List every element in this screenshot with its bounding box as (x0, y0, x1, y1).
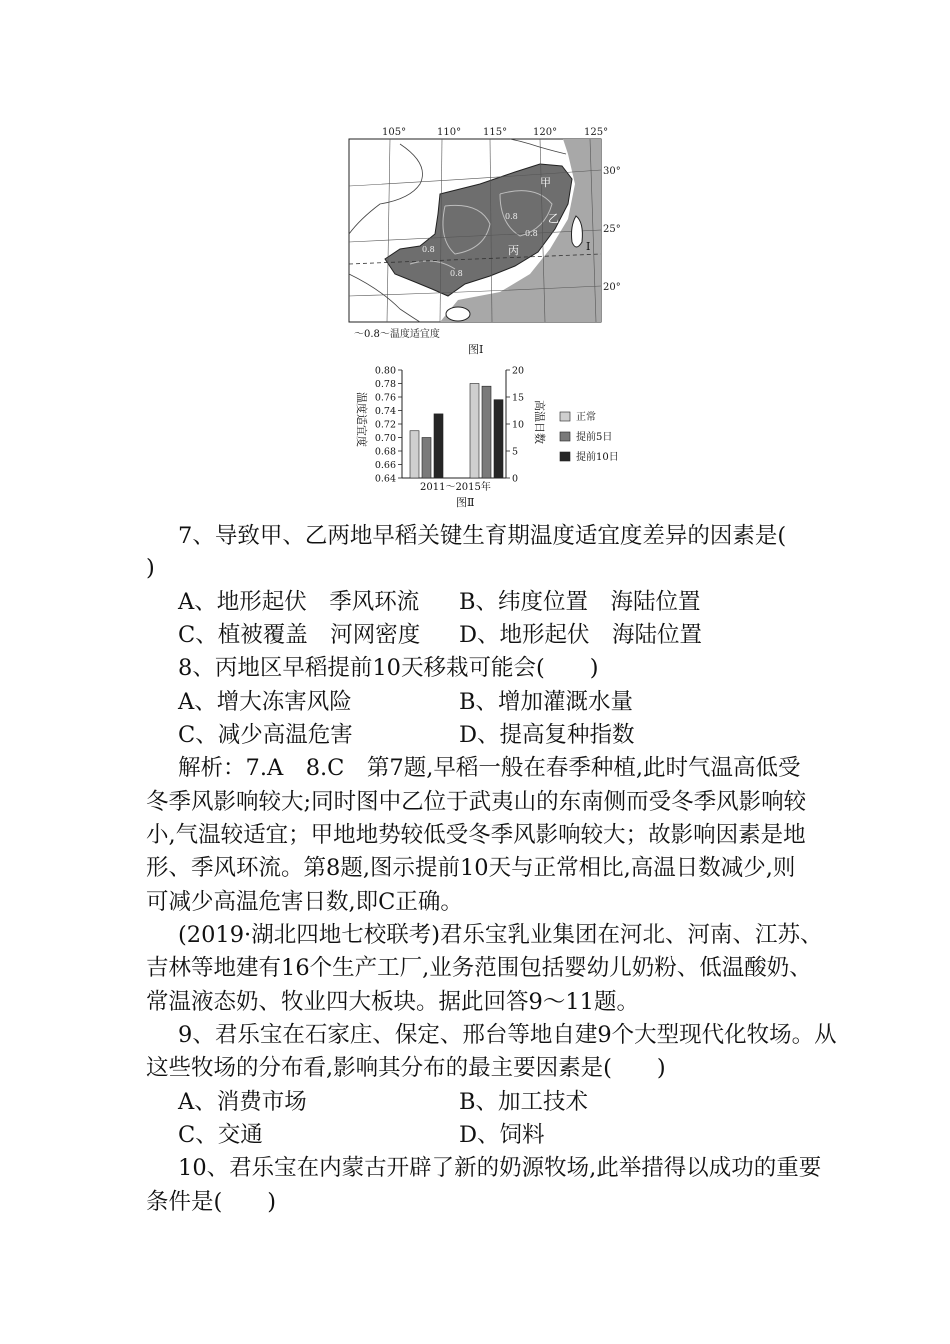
lon-label: 120° (533, 127, 558, 138)
q7-option-d[interactable]: D、地形起伏 海陆位置 (459, 622, 703, 648)
q7-option-b[interactable]: B、纬度位置 海陆位置 (459, 589, 701, 615)
right-tick-label: 10 (512, 419, 525, 431)
left-tick-label: 0.72 (374, 419, 396, 431)
left-tick-label: 0.70 (374, 433, 396, 444)
left-tick-label: 0.68 (374, 446, 396, 458)
left-axis-title: 温度适宜度 (355, 392, 368, 447)
contour-label: 0.8 (525, 229, 538, 238)
q7-stem: 7、导致甲、乙两地早稻关键生育期温度适宜度差异的因素是( (178, 523, 787, 549)
x-axis-label: 2011～2015年 (420, 482, 491, 493)
intro-line: 吉林等地建有16个生产工厂,业务范围包括婴幼儿奶粉、低温酸奶、 (146, 955, 812, 981)
lon-label: 125° (584, 127, 609, 138)
q9-option-b[interactable]: B、加工技术 (459, 1089, 589, 1115)
left-tick-label: 0.76 (374, 392, 396, 404)
q9-option-c[interactable]: C、交通 (178, 1122, 263, 1148)
region-label-bing: 丙 (508, 244, 519, 257)
legend-label-5d: 提前5日 (576, 432, 613, 443)
q7-stem-end: ) (146, 555, 155, 581)
analysis-line: 形、季风环流。第8题,图示提前10天与正常相比,高温日数减少,则 (146, 855, 796, 881)
q10-stem: 条件是( ) (146, 1189, 277, 1215)
map-svg (340, 124, 621, 359)
lat-label: 20° (603, 282, 621, 293)
bar-suitability (410, 431, 419, 478)
map-figure (340, 124, 621, 359)
contour-label: 0.8 (422, 245, 435, 254)
intro-line: 常温液态奶、牧业四大板块。据此回答9～11题。 (146, 989, 639, 1015)
bar-suitability (422, 438, 431, 479)
q9-stem: 9、君乐宝在石家庄、保定、邢台等地自建9个大型现代化牧场。从 (178, 1022, 837, 1048)
lat-label: 30° (603, 166, 621, 177)
analysis-line: 冬季风影响较大;同时图中乙位于武夷山的东南侧而受冬季风影响较 (146, 789, 807, 815)
analysis-line: 解析：7.A 8.C 第7题,早稻一般在春季种植,此时气温高低受 (178, 755, 801, 781)
chart-svg (340, 362, 640, 512)
contour-label: 0.8 (505, 212, 518, 221)
bar-hot-days (470, 384, 479, 479)
lon-label: 115° (483, 127, 508, 138)
chart-figure (340, 362, 640, 512)
right-tick-label: 20 (512, 365, 525, 377)
chart-caption: 图Ⅱ (456, 496, 475, 509)
q8-option-c[interactable]: C、减少高温危害 (178, 722, 353, 748)
bar-suitability (434, 414, 443, 478)
right-tick-label: 0 (512, 473, 519, 485)
left-tick-label: 0.80 (374, 365, 396, 377)
map-legend: ～0.8～温度适宜度 (354, 329, 440, 340)
right-tick-label: 5 (512, 446, 519, 458)
left-tick-label: 0.78 (374, 379, 396, 390)
contour-label: 0.8 (450, 269, 463, 278)
left-tick-label: 0.64 (374, 473, 396, 485)
q8-stem: 8、丙地区早稻提前10天移栽可能会( ) (178, 655, 599, 681)
left-tick-label: 0.74 (374, 406, 396, 417)
roman-label: Ⅰ (586, 240, 591, 253)
region-label-jia: 甲 (540, 176, 551, 189)
q9-option-d[interactable]: D、饲料 (459, 1122, 545, 1148)
q10-stem: 10、君乐宝在内蒙古开辟了新的奶源牧场,此举措得以成功的重要 (178, 1155, 822, 1181)
q9-option-a[interactable]: A、消费市场 (178, 1089, 307, 1115)
legend-swatch-10d (560, 452, 570, 461)
analysis-line: 可减少高温危害日数,即C正确。 (146, 889, 463, 915)
legend-label-normal: 正常 (576, 412, 596, 423)
q8-option-b[interactable]: B、增加灌溉水量 (459, 689, 634, 715)
lon-label: 110° (437, 127, 462, 138)
analysis-line: 小,气温较适宜；甲地地势较低受冬季风影响较大；故影响因素是地 (146, 822, 806, 848)
lon-label: 105° (382, 127, 407, 138)
region-label-yi: 乙 (548, 212, 559, 225)
left-tick-label: 0.66 (374, 460, 396, 471)
bar-hot-days (494, 400, 503, 478)
legend-label-10d: 提前10日 (576, 452, 619, 463)
lat-label: 25° (603, 224, 621, 235)
legend-swatch-normal (560, 412, 570, 421)
intro-line: (2019·湖北四地七校联考)君乐宝乳业集团在河北、河南、江苏、 (178, 922, 823, 948)
q8-option-d[interactable]: D、提高复种指数 (459, 722, 635, 748)
q9-stem: 这些牧场的分布看,影响其分布的最主要因素是( ) (146, 1055, 666, 1081)
bar-hot-days (482, 386, 491, 478)
right-axis-title: 高温日数 (533, 400, 546, 444)
q7-option-c[interactable]: C、植被覆盖 河网密度 (178, 622, 421, 648)
q7-option-a[interactable]: A、地形起伏 季风环流 (178, 589, 420, 615)
right-tick-label: 15 (512, 392, 525, 404)
q8-option-a[interactable]: A、增大冻害风险 (178, 689, 352, 715)
map-caption: 图Ⅰ (468, 343, 484, 356)
legend-swatch-5d (560, 432, 570, 441)
